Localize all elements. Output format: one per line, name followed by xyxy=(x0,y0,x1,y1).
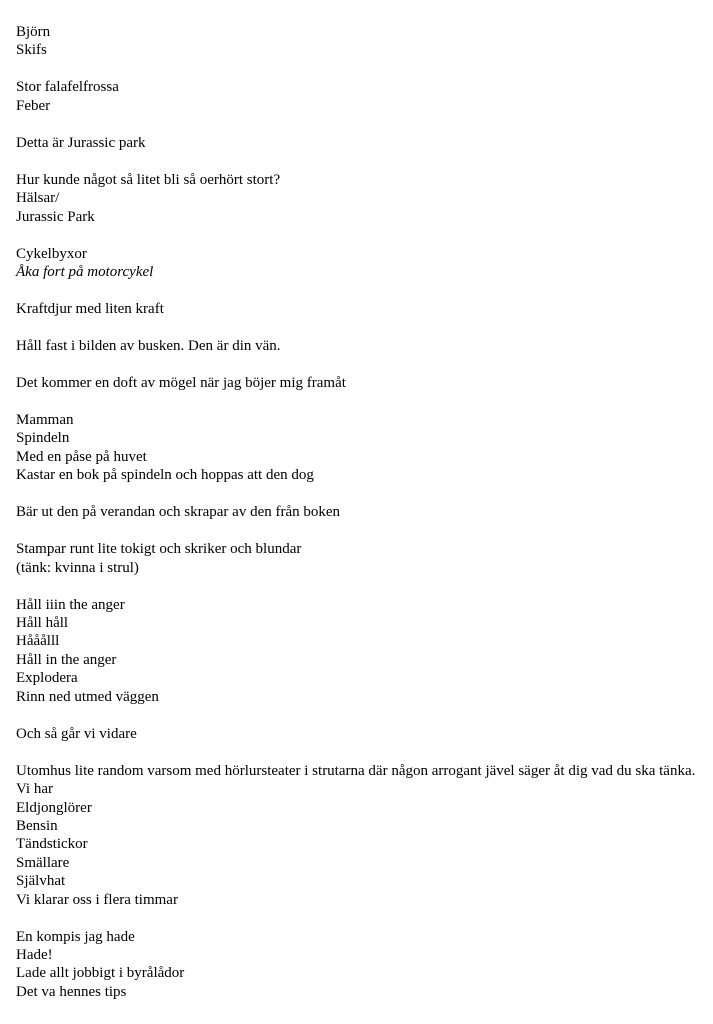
text-line: Bär ut den på verandan och skrapar av den från boken xyxy=(16,504,341,521)
text-line: Och så går vi vidare xyxy=(16,725,137,742)
text-line: Håll fast i bilden av busken. Den är din vän. xyxy=(16,338,281,355)
text-line: Tändstickor xyxy=(16,836,88,853)
text-line: Bensin xyxy=(16,817,58,834)
text-line: Mamman xyxy=(16,412,74,429)
stanza xyxy=(16,300,696,318)
stanza xyxy=(16,503,696,521)
text-line: (tänk: kvinna i strul) xyxy=(16,559,139,576)
text-line: Kraftdjur med liten kraft xyxy=(16,301,164,318)
stanza xyxy=(16,171,696,226)
stanza xyxy=(16,928,696,1002)
text-line: Björn xyxy=(16,24,51,40)
text-line: Eldjonglörer xyxy=(16,799,92,816)
text-line: Stampar runt lite tokigt och skriker och blundar xyxy=(16,541,302,558)
text-line: Jurassic Park xyxy=(16,208,95,225)
text-line: Rinn ned utmed väggen xyxy=(16,688,159,705)
stanza xyxy=(16,374,696,392)
text-line: Kastar en bok på spindeln och hoppas att den dog xyxy=(16,467,314,484)
text-line: Hur kunde något så litet bli så oerhört stort? xyxy=(16,171,281,188)
text-line: Detta är Jurassic park xyxy=(16,134,146,151)
text-line: Smällare xyxy=(16,854,70,871)
stanza xyxy=(16,725,696,743)
stanza xyxy=(16,134,696,152)
document-body xyxy=(16,23,696,1020)
text-line: Vi har xyxy=(16,781,54,798)
stanza xyxy=(16,78,696,115)
text-line: Hååålll xyxy=(16,633,60,650)
stanza xyxy=(16,245,696,282)
stanza xyxy=(16,23,696,60)
text-line: Cykelbyxor xyxy=(16,245,87,262)
text-line: Spindeln xyxy=(16,430,70,447)
text-line: En kompis jag hade xyxy=(16,928,135,945)
text-line: Explodera xyxy=(16,670,78,687)
stanza xyxy=(16,762,696,909)
text-line: Hade! xyxy=(16,946,53,963)
text-line: Håll in the anger xyxy=(16,651,117,668)
text-line: Hälsar/ xyxy=(16,190,60,207)
text-line: Det va hennes tips xyxy=(16,983,127,1000)
stanza xyxy=(16,596,696,706)
text-line: Med en påse på huvet xyxy=(16,448,147,465)
stanza xyxy=(16,337,696,355)
text-line: Lade allt jobbigt i byrålådor xyxy=(16,965,185,982)
text-line: Vi klarar oss i flera timmar xyxy=(16,891,178,908)
text-line: Det kommer en doft av mögel när jag böjer mig framåt xyxy=(16,375,346,392)
stanza xyxy=(16,540,696,577)
text-line: Självhat xyxy=(16,873,66,890)
text-line: Åka fort på motorcykel xyxy=(16,264,154,281)
text-line: Feber xyxy=(16,97,51,114)
text-line: Stor falafelfrossa xyxy=(16,79,119,96)
text-line: Håll iiin the anger xyxy=(16,596,125,613)
text-line: Skifs xyxy=(16,42,47,59)
text-line: Håll håll xyxy=(16,615,69,632)
stanza xyxy=(16,411,696,485)
text-line: Utomhus lite random varsom med hörlursteater i strutarna där någon arrogant jävel säger åt dig vad du ska tänka. xyxy=(16,762,696,779)
